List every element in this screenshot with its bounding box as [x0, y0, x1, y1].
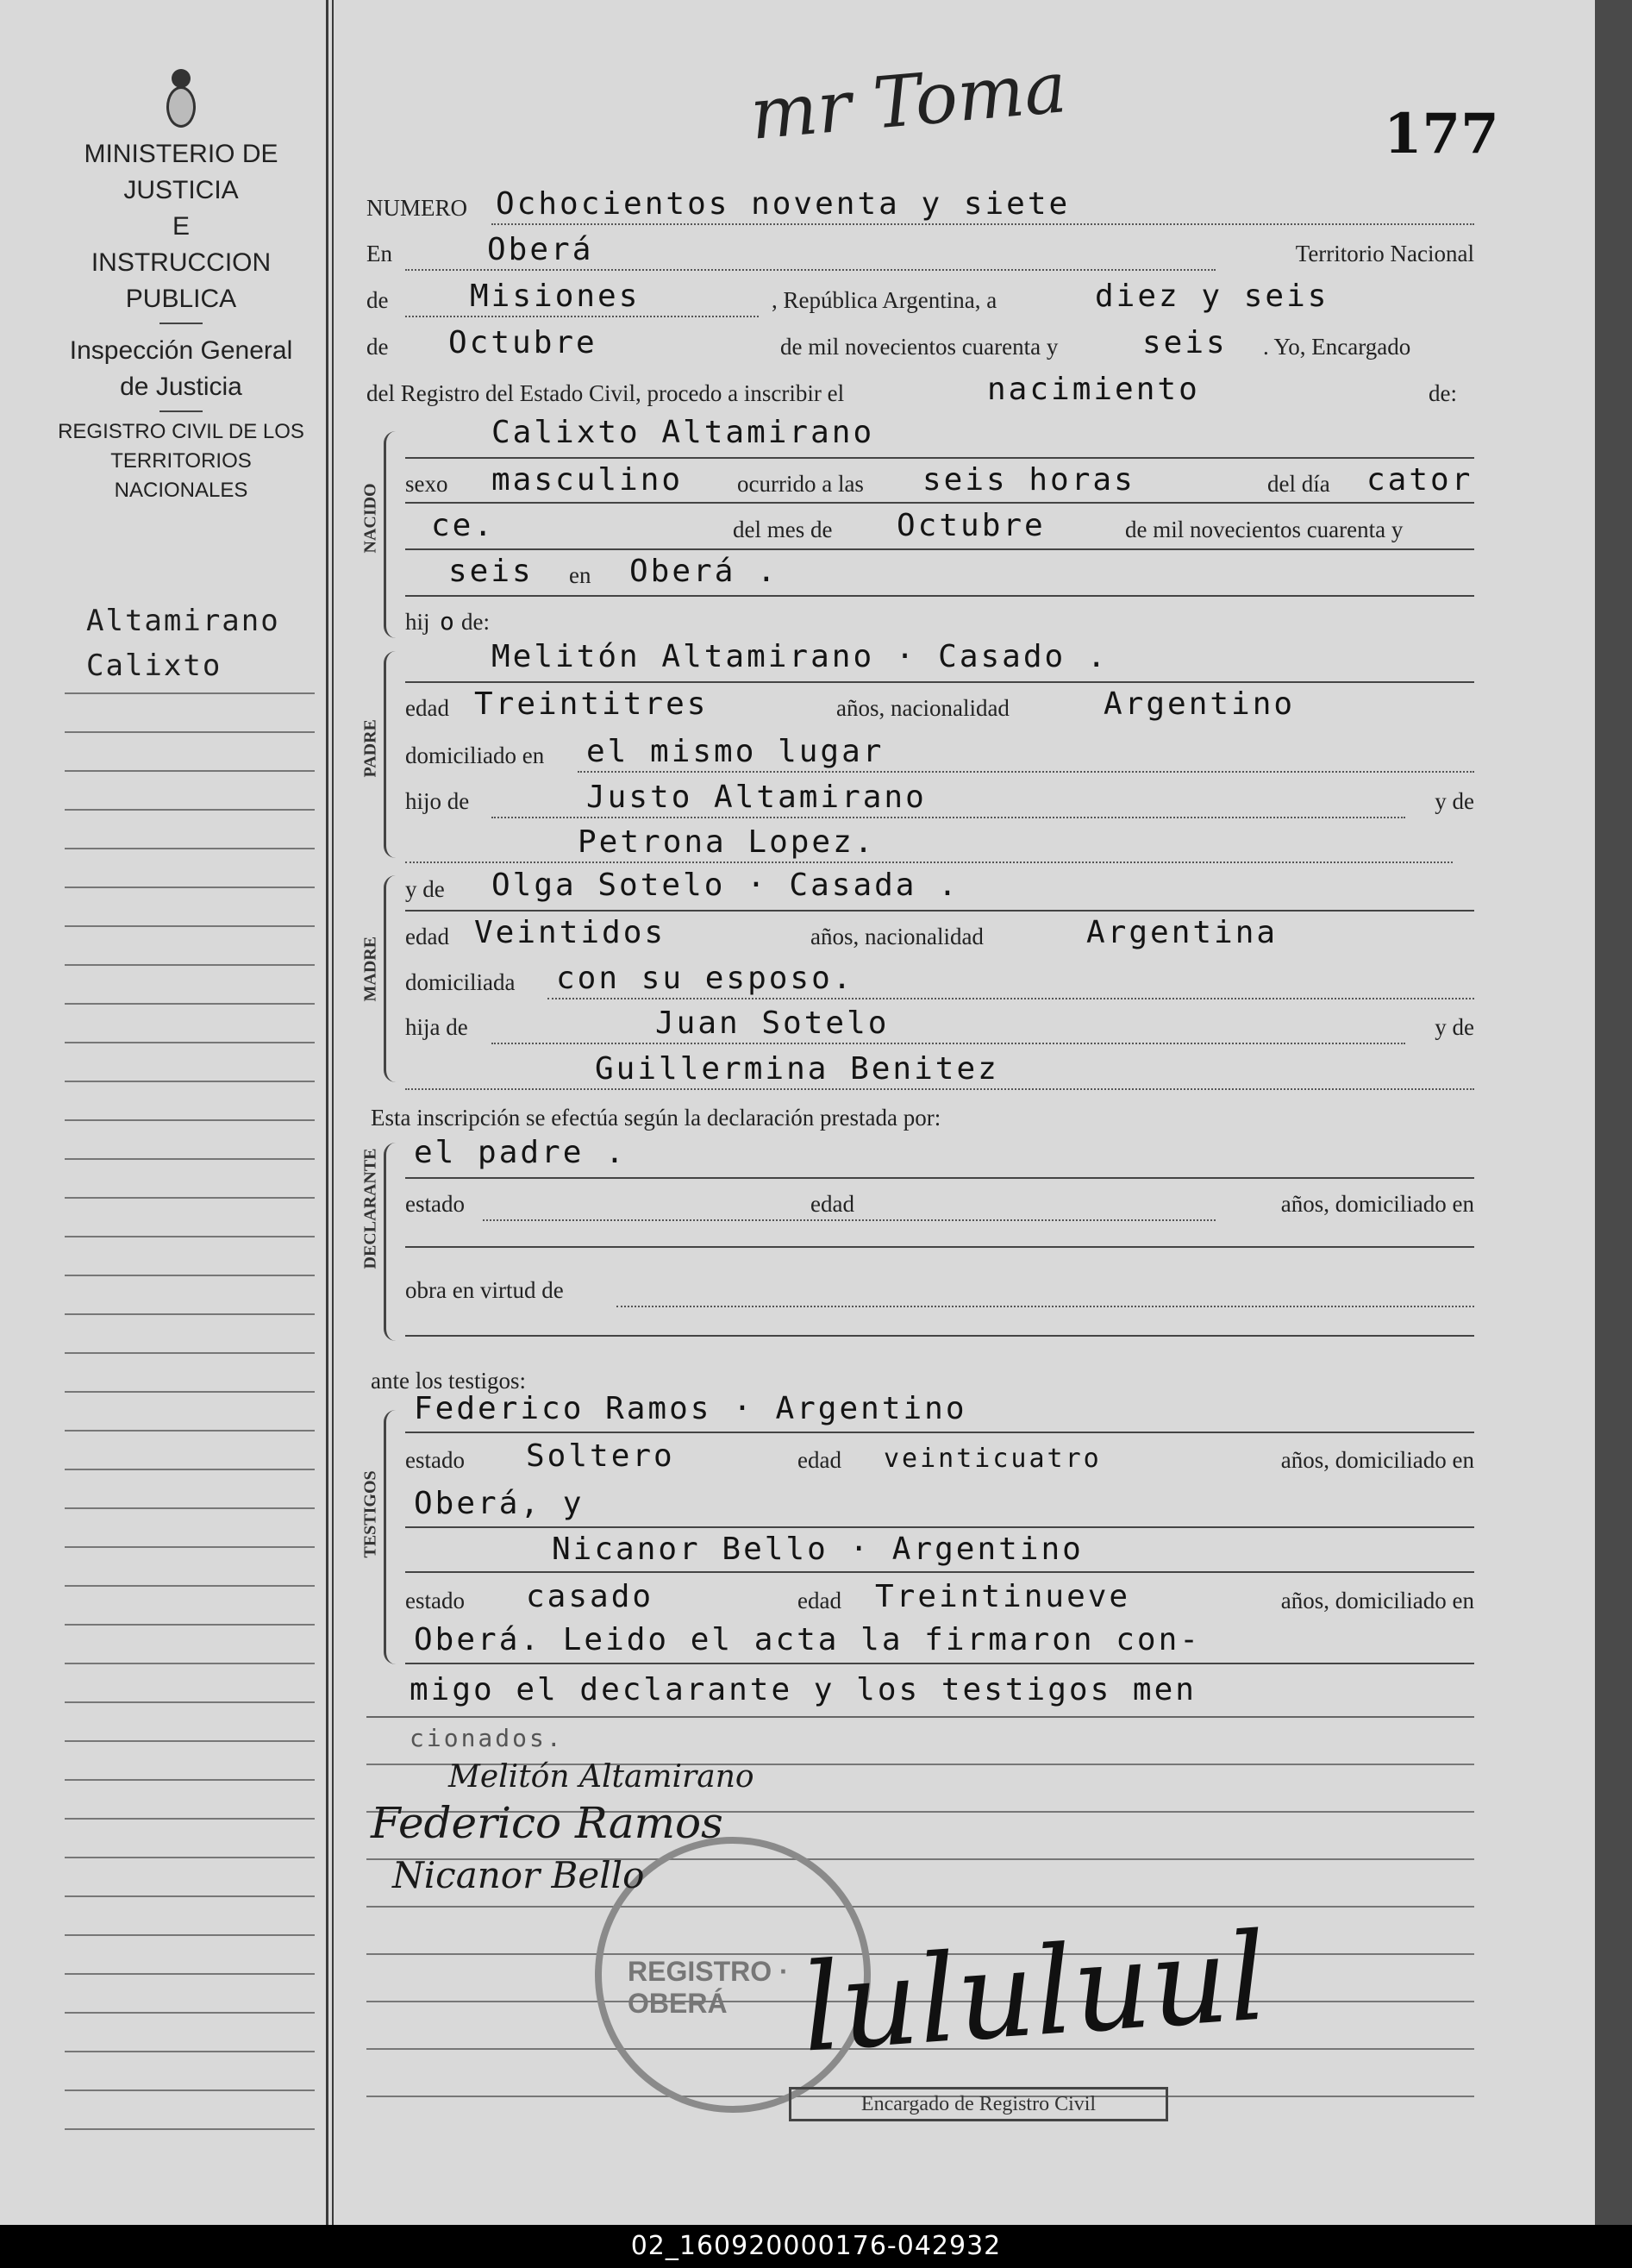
- anio-nac-value: seis: [448, 554, 534, 589]
- padre-nombre-value: Melitón Altamirano · Casado .: [491, 639, 1109, 674]
- mil-label: de mil novecientos cuarenta y: [780, 334, 1059, 360]
- madre-brace: [384, 875, 398, 1082]
- row-madre-edad: [405, 914, 1474, 957]
- rule: [405, 910, 1474, 912]
- rule: [405, 502, 1474, 504]
- padre-edad-value: Treintitres: [474, 686, 709, 722]
- hora-value: seis horas: [922, 462, 1135, 498]
- en-label-2: en: [569, 562, 591, 588]
- cierre-line-2: migo el declarante y los testigos men: [410, 1672, 1197, 1707]
- de-colon: de:: [1429, 380, 1457, 406]
- margin-given-name: Calixto: [86, 648, 222, 683]
- row-mes-nac: [405, 507, 1474, 550]
- hijo-de: de:: [461, 609, 490, 635]
- margin-rule: [326, 0, 328, 2225]
- coat-of-arms-icon: [163, 69, 199, 129]
- estado-label: estado: [405, 1588, 465, 1613]
- anios-domicilio-label: años, domiciliado en: [1280, 1588, 1474, 1613]
- inspection-line: de Justicia: [120, 373, 242, 401]
- abuelo-paterno-value: Justo Altamirano: [586, 780, 927, 815]
- cierre-line-1: Oberá. Leido el acta la firmaron con-: [414, 1622, 1201, 1657]
- declarante-brace: [384, 1143, 398, 1341]
- inscripcion-label: Esta inscripción se efectúa según la declaración prestada por:: [371, 1105, 941, 1131]
- en-value: Oberá: [487, 232, 594, 267]
- row-padre-dom: [405, 733, 1474, 776]
- hijo-de-label: hijo de: [405, 788, 470, 814]
- top-signature: mr Toma: [747, 47, 1070, 156]
- obra-label: obra en virtud de: [405, 1277, 564, 1303]
- row-cierre3: [366, 1716, 1474, 1759]
- rule: [366, 1906, 1474, 1908]
- madre-edad-value: Veintidos: [474, 915, 666, 950]
- abuela-materna-value: Guillermina Benitez: [595, 1051, 999, 1087]
- de-label: de: [366, 334, 389, 360]
- row-sexo: [405, 461, 1474, 504]
- dia-value: diez y seis: [1095, 279, 1329, 314]
- rule: [405, 457, 1474, 459]
- ministry-line: E: [172, 212, 190, 241]
- cierre-line-3: cionados.: [410, 1724, 564, 1752]
- testigo1-value: Federico Ramos · Argentino: [414, 1391, 967, 1426]
- rule: [405, 1526, 1474, 1528]
- row-inscripcion: [366, 1095, 1474, 1138]
- hija-de-label: hija de: [405, 1014, 468, 1040]
- rule: [405, 1335, 1474, 1337]
- testigo2-estado-value: casado: [526, 1579, 654, 1614]
- row-obra: [405, 1268, 1474, 1311]
- registry-line: REGISTRO CIVIL DE LOS: [58, 420, 304, 443]
- edad-label: edad: [810, 1191, 854, 1217]
- testigos-section-label: TESTIGOS: [360, 1470, 380, 1558]
- testigos-brace: [384, 1410, 398, 1664]
- estado-label: estado: [405, 1447, 465, 1473]
- book-edge: [1595, 0, 1632, 2225]
- rule: [405, 681, 1474, 683]
- nacido-brace: [384, 431, 398, 638]
- abuelo-materno-value: Juan Sotelo: [655, 1006, 890, 1041]
- row-mes: [366, 324, 1474, 367]
- ministry-header: [52, 69, 310, 505]
- signature-testigo1: Federico Ramos: [371, 1798, 723, 1848]
- testigo1-domicilio-value: Oberá, y: [414, 1486, 585, 1521]
- nacido-section-label: NACIDO: [360, 483, 380, 554]
- rule: [405, 1177, 1474, 1179]
- rule: [405, 595, 1474, 597]
- margin-rule-inner: [332, 0, 334, 2225]
- anio-value: seis: [1142, 325, 1228, 360]
- sexo-label: sexo: [405, 471, 448, 497]
- ministry-line: MINISTERIO DE JUSTICIA: [84, 140, 278, 204]
- edad-label: edad: [405, 924, 449, 949]
- declarante-value: el padre .: [414, 1135, 627, 1170]
- hijo-label: hij: [405, 609, 430, 635]
- row-territorio: [366, 278, 1474, 321]
- y-de-madre-label: y de: [405, 876, 445, 902]
- y-de-label: y de: [1435, 1014, 1474, 1040]
- row-testigo1: [405, 1390, 1474, 1433]
- rule: [405, 1571, 1474, 1573]
- mes-nac-value: Octubre: [897, 508, 1046, 543]
- row-madre-padres: [405, 1005, 1474, 1048]
- row-lugar-nac: [405, 553, 1474, 596]
- lugar-nac-value: Oberá .: [629, 554, 778, 589]
- edad-label: edad: [797, 1588, 841, 1613]
- testigo1-edad-value: veinticuatro: [884, 1444, 1102, 1474]
- inspection-line: Inspección General: [69, 336, 293, 365]
- row-padre-nombre: [405, 638, 1474, 681]
- anios-nacionalidad-label: años, nacionalidad: [836, 695, 1010, 721]
- de-label: de: [366, 287, 389, 313]
- row-declarante-estado: [405, 1181, 1474, 1225]
- padre-nacionalidad-value: Argentino: [1104, 686, 1296, 722]
- dia-nac-value: cator: [1366, 462, 1473, 498]
- row-nombre: [405, 414, 1474, 457]
- mes-value: Octubre: [448, 325, 597, 360]
- padre-brace: [384, 651, 398, 858]
- en-label: En: [366, 241, 392, 266]
- row-cierre1: [405, 1621, 1474, 1664]
- domiciliada-label: domiciliada: [405, 969, 516, 995]
- row-declarante: [405, 1134, 1474, 1177]
- anios-domicilio-label: años, domiciliado en: [1280, 1447, 1474, 1473]
- encargado-label-box: Encargado de Registro Civil: [789, 2087, 1168, 2121]
- sexo-value: masculino: [491, 462, 684, 498]
- padre-domicilio-value: el mismo lugar: [586, 734, 885, 769]
- encargado-label: . Yo, Encargado: [1263, 334, 1411, 360]
- row-abuela-m: [405, 1050, 1474, 1093]
- registry-stamp: REGISTRO · OBERÁ: [595, 1837, 871, 2113]
- registro-label: del Registro del Estado Civil, procedo a inscribir el: [366, 380, 845, 406]
- edad-label: edad: [797, 1447, 841, 1473]
- y-de-label: y de: [1435, 788, 1474, 814]
- row-registro: [366, 371, 1474, 414]
- registry-line: TERRITORIOS NACIONALES: [110, 449, 252, 502]
- territorio-label: Territorio Nacional: [1295, 241, 1474, 266]
- rule: [405, 548, 1474, 550]
- row-testigo2-estado: [405, 1578, 1474, 1621]
- row-testigo1-dom: [405, 1485, 1474, 1528]
- row-madre-dom: [405, 960, 1474, 1003]
- mil-label-2: de mil novecientos cuarenta y: [1125, 517, 1404, 542]
- hijo-suffix: o: [440, 607, 457, 636]
- rule: [405, 1246, 1474, 1248]
- row-testigo2: [405, 1531, 1474, 1574]
- signature-declarante: Melitón Altamirano: [448, 1759, 754, 1795]
- signature-testigo2: Nicanor Bello: [392, 1854, 645, 1896]
- ocurrido-label: ocurrido a las: [737, 471, 864, 497]
- madre-section-label: MADRE: [360, 936, 380, 1002]
- del-mes-label: del mes de: [733, 517, 833, 542]
- acto-value: nacimiento: [987, 372, 1200, 407]
- padre-section-label: PADRE: [360, 719, 380, 778]
- madre-nombre-value: Olga Sotelo · Casada .: [491, 868, 960, 903]
- page-number: 177: [1384, 102, 1499, 166]
- testigos-label: ante los testigos:: [371, 1368, 526, 1394]
- row-numero: [366, 185, 1474, 229]
- rule: [405, 1432, 1474, 1433]
- signature-encargado: lululuul: [797, 1907, 1272, 2080]
- row-testigo1-estado: [405, 1438, 1474, 1481]
- madre-domicilio-value: con su esposo.: [556, 961, 854, 996]
- rule: [405, 1663, 1474, 1664]
- margin-surname: Altamirano: [86, 604, 280, 638]
- declarante-section-label: DECLARANTE: [360, 1148, 380, 1269]
- territorio-value: Misiones: [470, 279, 641, 314]
- testigo1-estado-value: Soltero: [526, 1438, 675, 1474]
- nombre-value: Calixto Altamirano: [491, 415, 875, 450]
- scan-id: 02_160920000176-042932: [0, 2225, 1632, 2268]
- row-abuela-p: [405, 824, 1474, 867]
- abuela-paterna-value: Petrona Lopez.: [578, 824, 876, 860]
- republica-label: , República Argentina, a: [772, 287, 997, 313]
- madre-nacionalidad-value: Argentina: [1086, 915, 1279, 950]
- del-dia-label: del día: [1267, 471, 1330, 497]
- testigo2-value: Nicanor Bello · Argentino: [552, 1532, 1084, 1567]
- row-madre-nombre: [405, 867, 1474, 910]
- dia-nac-value-cont: ce.: [431, 508, 496, 543]
- numero-label: NUMERO: [366, 195, 468, 221]
- ministry-line: INSTRUCCION PUBLICA: [91, 248, 272, 313]
- row-hijo: [405, 599, 1474, 642]
- row-en: [366, 231, 1474, 274]
- testigo2-edad-value: Treintinueve: [875, 1579, 1131, 1614]
- row-padre-edad: [405, 686, 1474, 729]
- row-padre-padres: [405, 779, 1474, 822]
- margin-ruled-lines: [65, 655, 315, 2130]
- numero-value: Ochocientos noventa y siete: [496, 186, 1071, 222]
- estado-label: estado: [405, 1191, 465, 1217]
- edad-label: edad: [405, 695, 449, 721]
- domiciliado-label: domiciliado en: [405, 742, 545, 768]
- row-cierre2: [366, 1671, 1474, 1714]
- anios-nacionalidad-label: años, nacionalidad: [810, 924, 984, 949]
- anios-domicilio-label: años, domiciliado en: [1280, 1191, 1474, 1217]
